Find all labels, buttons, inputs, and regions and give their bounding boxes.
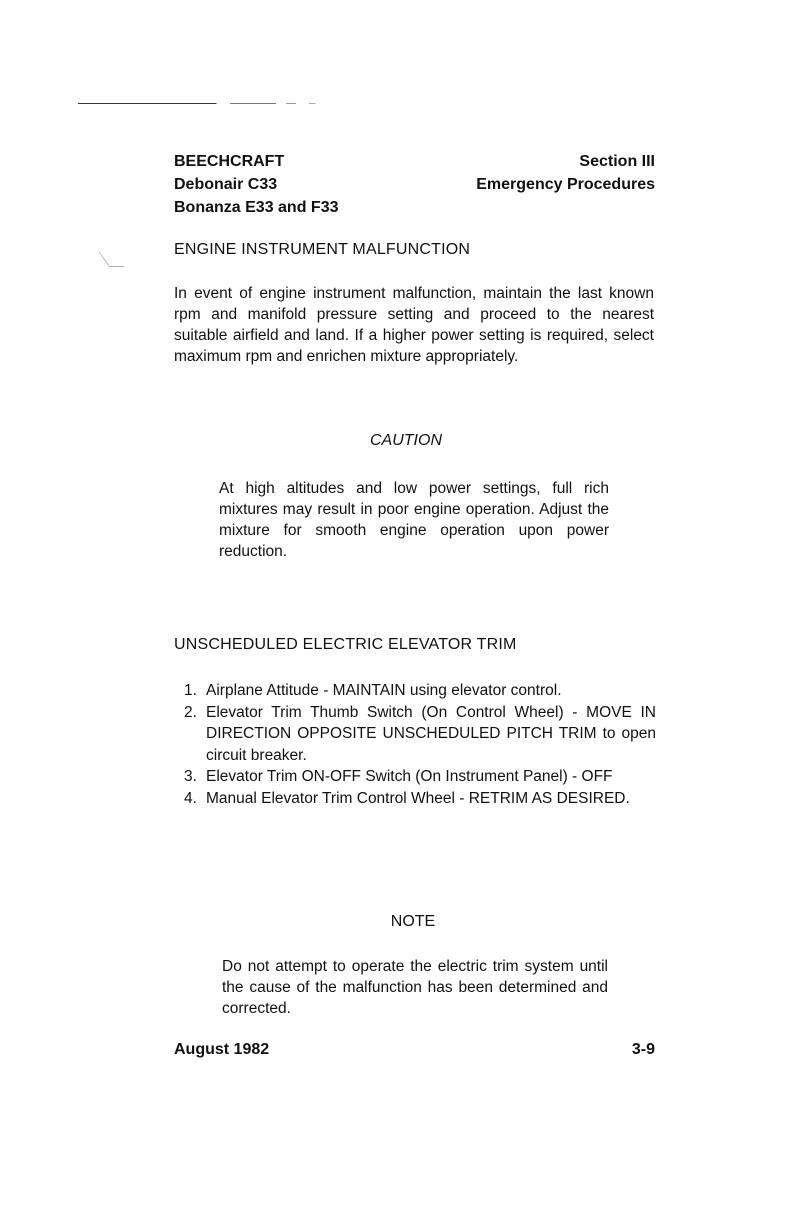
caution-paragraph: At high altitudes and low power settings, full rich mixtures may result in poor engine operation. Adjust the mixture for smooth engine operation upon power reduction.	[219, 480, 609, 560]
footer-date: August 1982	[174, 1041, 270, 1058]
list-item	[184, 788, 656, 810]
step-text: Airplane Attitude - MAINTAIN using elevator control.	[206, 682, 562, 699]
footer-page-number: 3-9	[631, 1041, 655, 1058]
header-model-1: Debonair C33	[174, 176, 278, 193]
list-item	[184, 766, 656, 788]
engine-instrument-heading: ENGINE INSTRUMENT MALFUNCTION	[174, 241, 471, 258]
scan-artifact-mark	[99, 252, 125, 267]
step-number: 1.	[184, 682, 197, 699]
step-text: Manual Elevator Trim Control Wheel - RETRIM AS DESIRED.	[206, 789, 630, 807]
elevator-trim-heading: UNSCHEDULED ELECTRIC ELEVATOR TRIM	[174, 636, 517, 653]
step-number: 4.	[184, 789, 197, 807]
list-item	[184, 702, 656, 767]
note-label: NOTE	[390, 913, 436, 930]
engine-instrument-paragraph: In event of engine instrument malfunction, maintain the last known rpm and manifold pressure setting and proceed to the nearest suitable airfield and land. If a higher power setting is required, select maximum rpm and enrichen mixture appropriately.	[174, 285, 654, 365]
step-text: Elevator Trim Thumb Switch (On Control Wheel) - MOVE IN DIRECTION OPPOSITE UNSCHEDULED PITCH TRIM to open circuit breaker.	[206, 703, 656, 764]
header-model-2: Bonanza E33 and F33	[174, 199, 339, 216]
header-section-title: Emergency Procedures	[476, 176, 655, 193]
step-number: 2.	[184, 703, 197, 721]
elevator-trim-steps	[184, 680, 656, 809]
header-left	[174, 150, 339, 219]
step-number: 3.	[184, 768, 197, 785]
list-item	[184, 680, 656, 702]
header-brand: BEECHCRAFT	[174, 153, 285, 170]
caution-label: CAUTION	[370, 432, 442, 449]
header-right	[476, 150, 655, 196]
note-paragraph: Do not attempt to operate the electric trim system until the cause of the malfunction has been determined and corrected.	[222, 958, 608, 1017]
scan-artifact-line	[78, 103, 408, 104]
header-section: Section III	[579, 153, 655, 170]
step-text: Elevator Trim ON-OFF Switch (On Instrument Panel) - OFF	[206, 768, 613, 785]
